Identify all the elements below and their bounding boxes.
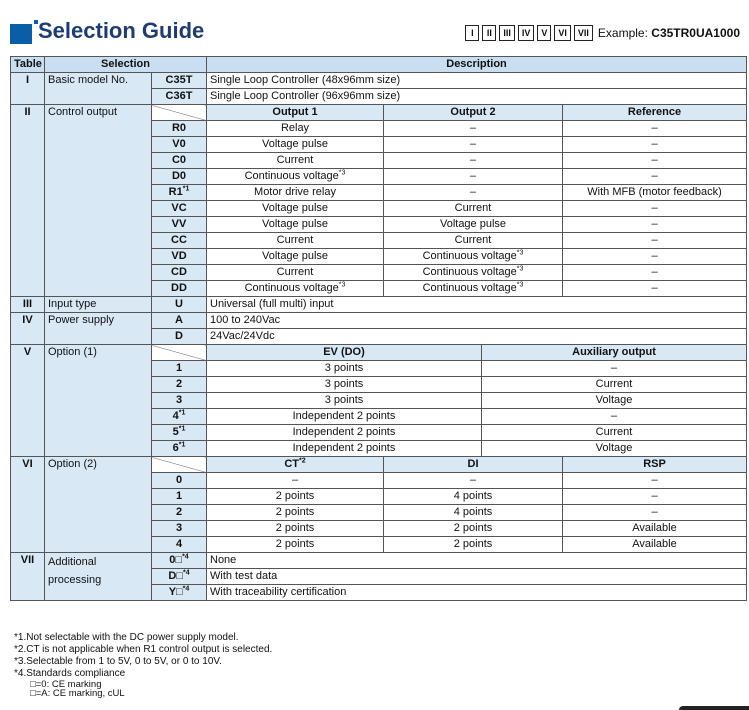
di-cell: 4 points bbox=[384, 489, 563, 505]
selection-code: V0 bbox=[152, 137, 207, 153]
footnote-ref: *1 bbox=[178, 425, 186, 433]
subheader-reference: Reference bbox=[563, 105, 747, 121]
footnote-ref: *3 bbox=[516, 265, 524, 273]
selection-code: 3 bbox=[152, 521, 207, 537]
output-2-cell: – bbox=[384, 137, 563, 153]
footnote-ref: *4 bbox=[182, 569, 190, 577]
section-number: VII bbox=[11, 553, 45, 601]
output-2-cell: Current bbox=[384, 233, 563, 249]
section-label: Input type bbox=[45, 297, 152, 313]
example-label: Example: C35TR0UA1000 bbox=[597, 26, 740, 40]
section-number: VI bbox=[11, 457, 45, 553]
rsp-cell: Available bbox=[563, 537, 747, 553]
subheader-rsp: RSP bbox=[563, 457, 747, 473]
ct-cell: 2 points bbox=[207, 489, 384, 505]
subheader-output-2: Output 2 bbox=[384, 105, 563, 121]
output-2-cell: Voltage pulse bbox=[384, 217, 563, 233]
code-box: V bbox=[537, 25, 551, 41]
table-row bbox=[11, 297, 747, 313]
output-1-cell: Voltage pulse bbox=[207, 217, 384, 233]
reference-cell: – bbox=[563, 201, 747, 217]
description-cell: With traceability certification bbox=[207, 585, 747, 601]
reference-cell: – bbox=[563, 233, 747, 249]
section-number: IV bbox=[11, 313, 45, 345]
section-number: III bbox=[11, 297, 45, 313]
footnote: *4.Standards compliance bbox=[14, 668, 126, 679]
output-1-cell: Relay bbox=[207, 121, 384, 137]
output-1-cell: Continuous voltage$^{*3}$ bbox=[207, 169, 384, 185]
page-title: Selection Guide bbox=[38, 18, 205, 43]
di-cell: – bbox=[384, 473, 563, 489]
description-cell: None bbox=[207, 553, 747, 569]
selection-code: 6$^{*1}$ bbox=[152, 441, 207, 457]
di-cell: 2 points bbox=[384, 537, 563, 553]
footnote-ref: *3 bbox=[338, 169, 346, 177]
output-1-cell: Motor drive relay bbox=[207, 185, 384, 201]
ev-cell: Independent 2 points bbox=[207, 425, 482, 441]
header bbox=[10, 18, 740, 48]
output-2-cell: – bbox=[384, 121, 563, 137]
footnote-ref: *4 bbox=[182, 585, 190, 593]
subheader-di: DI bbox=[384, 457, 563, 473]
diagonal-cell bbox=[152, 345, 207, 361]
code-box: II bbox=[482, 25, 496, 41]
section-label: Option (2) bbox=[45, 457, 152, 553]
selection-code: 0□$^{*4}$ bbox=[152, 553, 207, 569]
description-cell: 100 to 240Vac bbox=[207, 313, 747, 329]
table-row bbox=[11, 313, 747, 329]
reference-cell: With MFB (motor feedback) bbox=[563, 185, 747, 201]
footnote: *1.Not selectable with the DC power supply model. bbox=[14, 632, 239, 643]
table-row bbox=[11, 553, 747, 569]
reference-cell: – bbox=[563, 121, 747, 137]
header-description: Description bbox=[207, 57, 747, 73]
section-label: Power supply bbox=[45, 313, 152, 345]
output-1-cell: Voltage pulse bbox=[207, 201, 384, 217]
table-row bbox=[11, 105, 747, 121]
example-value: C35TR0UA1000 bbox=[651, 26, 740, 40]
reference-cell: – bbox=[563, 281, 747, 297]
description-cell: 24Vac/24Vdc bbox=[207, 329, 747, 345]
ev-cell: 3 points bbox=[207, 393, 482, 409]
diagonal-cell bbox=[152, 457, 207, 473]
selection-code: VV bbox=[152, 217, 207, 233]
di-cell: 2 points bbox=[384, 521, 563, 537]
output-1-cell: Current bbox=[207, 265, 384, 281]
aux-cell: – bbox=[482, 361, 747, 377]
reference-cell: – bbox=[563, 153, 747, 169]
selection-code: A bbox=[152, 313, 207, 329]
selection-code: CD bbox=[152, 265, 207, 281]
code-box: VII bbox=[574, 25, 593, 41]
footnote-ref: *3 bbox=[516, 281, 524, 289]
section-number: I bbox=[11, 73, 45, 105]
output-1-cell: Voltage pulse bbox=[207, 249, 384, 265]
selection-code: R0 bbox=[152, 121, 207, 137]
selection-code: 4 bbox=[152, 537, 207, 553]
section-label: Control output bbox=[45, 105, 152, 297]
selection-code: C0 bbox=[152, 153, 207, 169]
footnote-ref: *1 bbox=[178, 409, 186, 417]
footnote-ref: *1 bbox=[182, 185, 190, 193]
ct-cell: 2 points bbox=[207, 537, 384, 553]
selection-code: Y□$^{*4}$ bbox=[152, 585, 207, 601]
selection-code: VC bbox=[152, 201, 207, 217]
code-box: I bbox=[465, 25, 479, 41]
output-2-cell: Continuous voltage$^{*3}$ bbox=[384, 281, 563, 297]
model-code-legend bbox=[465, 25, 740, 41]
selection-code: 0 bbox=[152, 473, 207, 489]
aux-cell: Current bbox=[482, 377, 747, 393]
footnote-ref: *3 bbox=[516, 249, 524, 257]
output-2-cell: Continuous voltage$^{*3}$ bbox=[384, 249, 563, 265]
subheader-ev: EV (DO) bbox=[207, 345, 482, 361]
selection-code: VD bbox=[152, 249, 207, 265]
output-2-cell: – bbox=[384, 169, 563, 185]
table-row bbox=[11, 73, 747, 89]
selection-code: U bbox=[152, 297, 207, 313]
ev-cell: 3 points bbox=[207, 361, 482, 377]
output-2-cell: – bbox=[384, 185, 563, 201]
ct-cell: 2 points bbox=[207, 521, 384, 537]
description-cell: Single Loop Controller (48x96mm size) bbox=[207, 73, 747, 89]
selection-code: 2 bbox=[152, 505, 207, 521]
output-1-cell: Continuous voltage$^{*3}$ bbox=[207, 281, 384, 297]
aux-cell: Voltage bbox=[482, 441, 747, 457]
selection-code: 4$^{*1}$ bbox=[152, 409, 207, 425]
aux-cell: Voltage bbox=[482, 393, 747, 409]
section-number: V bbox=[11, 345, 45, 457]
ct-cell: 2 points bbox=[207, 505, 384, 521]
output-1-cell: Current bbox=[207, 233, 384, 249]
selection-table bbox=[10, 56, 747, 601]
header-selection: Selection bbox=[45, 57, 207, 73]
selection-code: D0 bbox=[152, 169, 207, 185]
rsp-cell: – bbox=[563, 489, 747, 505]
selection-code: DD bbox=[152, 281, 207, 297]
reference-cell: – bbox=[563, 137, 747, 153]
page-corner-tab bbox=[679, 706, 749, 710]
output-1-cell: Voltage pulse bbox=[207, 137, 384, 153]
footnote-ref: *4 bbox=[182, 553, 189, 561]
output-2-cell: Continuous voltage$^{*3}$ bbox=[384, 265, 563, 281]
ct-cell: – bbox=[207, 473, 384, 489]
table-row bbox=[11, 457, 747, 473]
footnotes bbox=[14, 632, 272, 698]
section-logo-icon bbox=[10, 20, 36, 44]
rsp-cell: Available bbox=[563, 521, 747, 537]
footnote-ref: *2 bbox=[299, 457, 306, 465]
section-label: Additional processing bbox=[45, 553, 152, 601]
selection-code: D bbox=[152, 329, 207, 345]
subheader-auxiliary: Auxiliary output bbox=[482, 345, 747, 361]
code-box: III bbox=[499, 25, 515, 41]
selection-code: R1$^{*1}$ bbox=[152, 185, 207, 201]
description-cell: Single Loop Controller (96x96mm size) bbox=[207, 89, 747, 105]
output-2-cell: – bbox=[384, 153, 563, 169]
footnote: *2.CT is not applicable when R1 control output is selected. bbox=[14, 644, 273, 655]
selection-code: 5$^{*1}$ bbox=[152, 425, 207, 441]
footnote-sub: □=A: CE marking, cUL bbox=[30, 688, 125, 699]
table-row bbox=[11, 345, 747, 361]
aux-cell: – bbox=[482, 409, 747, 425]
section-label: Basic model No. bbox=[45, 73, 152, 105]
selection-code: 1 bbox=[152, 489, 207, 505]
reference-cell: – bbox=[563, 169, 747, 185]
reference-cell: – bbox=[563, 265, 747, 281]
header-table: Table bbox=[11, 57, 45, 73]
footnote-ref: *3 bbox=[338, 281, 346, 289]
footnote-ref: *1 bbox=[178, 441, 186, 449]
subheader-ct: CT$^{*2}$ bbox=[207, 457, 384, 473]
description-cell: Universal (full multi) input bbox=[207, 297, 747, 313]
output-1-cell: Current bbox=[207, 153, 384, 169]
ev-cell: 3 points bbox=[207, 377, 482, 393]
reference-cell: – bbox=[563, 249, 747, 265]
selection-code: CC bbox=[152, 233, 207, 249]
footnote: *3.Selectable from 1 to 5V, 0 to 5V, or 0 to 10V. bbox=[14, 656, 222, 667]
aux-cell: Current bbox=[482, 425, 747, 441]
reference-cell: – bbox=[563, 217, 747, 233]
selection-code: D□$^{*4}$ bbox=[152, 569, 207, 585]
ev-cell: Independent 2 points bbox=[207, 409, 482, 425]
footnote-sub: □=0: CE marking bbox=[30, 679, 102, 690]
code-box: VI bbox=[554, 25, 571, 41]
selection-code: 3 bbox=[152, 393, 207, 409]
selection-code: 1 bbox=[152, 361, 207, 377]
output-2-cell: Current bbox=[384, 201, 563, 217]
selection-code: C35T bbox=[152, 73, 207, 89]
subheader-output-1: Output 1 bbox=[207, 105, 384, 121]
table-header-row bbox=[11, 57, 747, 73]
code-box: IV bbox=[518, 25, 535, 41]
di-cell: 4 points bbox=[384, 505, 563, 521]
selection-code: C36T bbox=[152, 89, 207, 105]
rsp-cell: – bbox=[563, 473, 747, 489]
rsp-cell: – bbox=[563, 505, 747, 521]
ev-cell: Independent 2 points bbox=[207, 441, 482, 457]
section-number: II bbox=[11, 105, 45, 297]
description-cell: With test data bbox=[207, 569, 747, 585]
selection-code: 2 bbox=[152, 377, 207, 393]
diagonal-cell bbox=[152, 105, 207, 121]
section-label: Option (1) bbox=[45, 345, 152, 457]
